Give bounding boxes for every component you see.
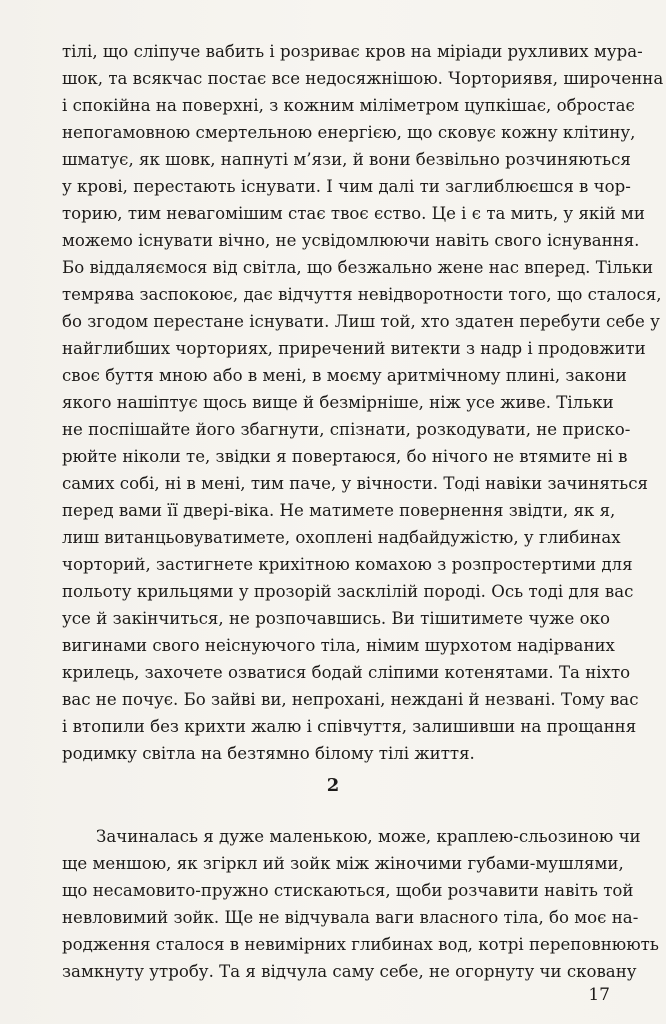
text-line: крилець, захочете озватися бодай сліпими котенятами. Та ніхто — [62, 663, 631, 682]
text-line: непогамовною смертельною енергією, що сковує кожну клітину, — [62, 123, 636, 142]
section-heading: 2 — [326, 775, 340, 796]
text-line: якого нашіптує щось вище й безмірніше, ніж усе живе. Тільки — [62, 393, 614, 412]
text-line: рюйте ніколи те, звідки я повертаюся, бо нічого не втямите ні в — [62, 447, 628, 466]
text-line: і втопили без крихти жалю і співчуття, залишивши на прощання — [62, 717, 637, 736]
text-line: польоту крильцями у прозорій засклілій породі. Ось тоді для вас — [62, 582, 634, 601]
text-line: не поспішайте його збагнути, спізнати, розкодувати, не приско- — [62, 420, 631, 439]
text-line: родження сталося в невимірних глибинах вод, котрі переповнюють — [62, 935, 659, 954]
text-line: що несамовито-пружно стискаються, щоби розчавити навіть той — [62, 881, 634, 900]
text-line: шматує, як шовк, напнуті м’язи, й вони безвільно розчиняються — [62, 150, 631, 169]
text-line: Зачиналась я дуже маленькою, може, краплею-сльозиною чи — [96, 827, 641, 846]
text-line: вигинами свого неіснуючого тіла, німим шурхотом надірваних — [62, 636, 615, 655]
text-line: перед вами її двері-віка. Не матимете повернення звідти, як я, — [62, 501, 616, 520]
text-line: бо згодом перестане існувати. Лиш той, хто здатен перебути себе у — [62, 312, 660, 331]
text-line: ще меншою, як згіркл ий зойк між жіночими губами-мушлями, — [62, 854, 624, 873]
text-line: шок, та всякчас постає все недосяжнішою. Чорториявя, широченна — [62, 69, 664, 88]
text-line: у крові, перестають існувати. І чим далі ти заглиблюєшся в чор- — [62, 177, 631, 196]
text-line: тілі, що сліпуче вабить і розриває кров на міріади рухливих мура- — [62, 42, 643, 61]
text-line: чорторий, застигнете крихітною комахою з розпростертими для — [62, 555, 633, 574]
text-line: своє буття мною або в мені, в моєму аритмічному плині, закони — [62, 366, 627, 385]
page-number: 17 — [588, 985, 610, 1005]
text-line: можемо існувати вічно, не усвідомлюючи навіть свого існування. — [62, 231, 640, 250]
text-line: вас не почує. Бо зайві ви, непрохані, неждані й незвані. Тому вас — [62, 690, 639, 709]
text-line: і спокійна на поверхні, з кожним міліметром цупкішає, обростає — [62, 96, 635, 115]
text-line: замкнуту утробу. Та я відчула саму себе, не огорнуту чи сковану — [62, 962, 637, 981]
text-line: Бо віддаляємося від світла, що безжально жене нас вперед. Тільки — [62, 258, 654, 277]
text-line: торию, тим невагомішим стає твоє єство. Це і є та мить, у якій ми — [62, 204, 645, 223]
text-line: усе й закінчиться, не розпочавшись. Ви тішитимете чуже око — [62, 609, 610, 628]
text-line: темрява заспокоює, дає відчуття невідворотности того, що сталося, — [62, 285, 662, 304]
text-line: лиш витанцьовуватимете, охоплені надбайдужістю, у глибинах — [62, 528, 621, 547]
text-line: самих собі, ні в мені, тим паче, у вічности. Тоді навіки зачиняться — [62, 474, 648, 493]
text-line: найглибших чорториях, приречений витекти з надр і продовжити — [62, 339, 646, 358]
text-line: родимку світла на безтямно білому тілі життя. — [62, 744, 475, 763]
text-line: невловимий зойк. Ще не відчувала ваги власного тіла, бо моє на- — [62, 908, 639, 927]
